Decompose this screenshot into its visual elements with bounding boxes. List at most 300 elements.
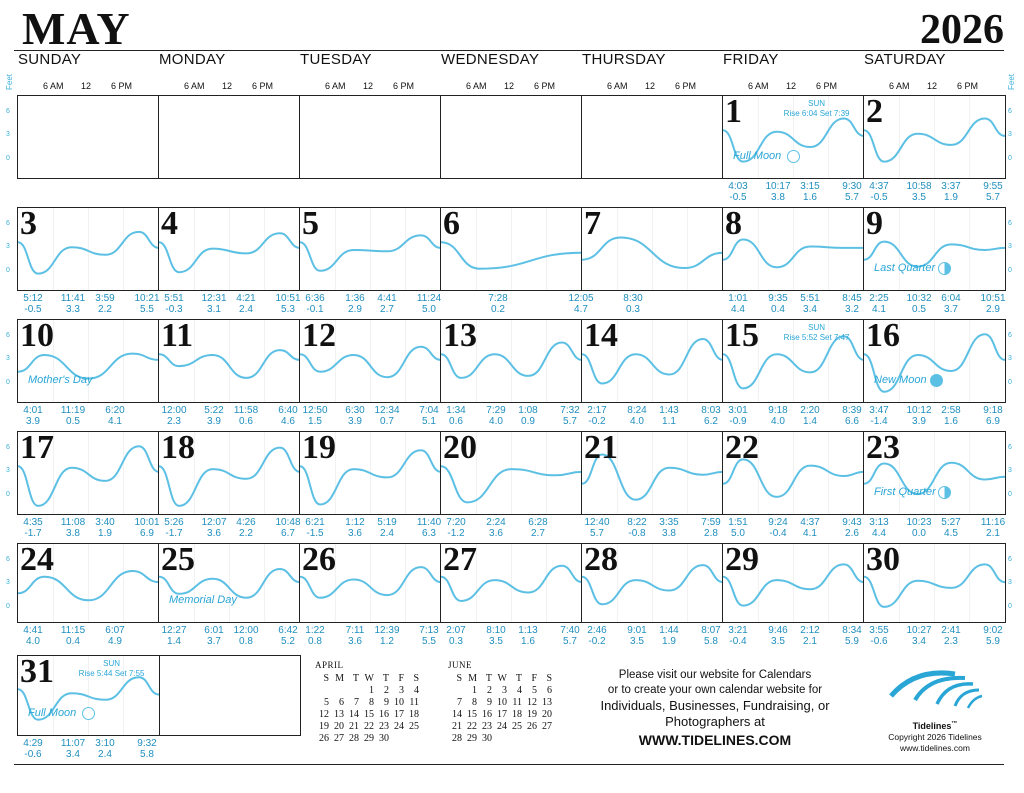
day-cell-30[interactable]	[863, 543, 1006, 623]
tide-time: 8:45	[842, 293, 862, 304]
day-cell-19[interactable]	[299, 431, 442, 515]
time-label: 6 PM	[534, 81, 556, 91]
tide-reading	[345, 293, 364, 315]
tide-time: 7:40	[560, 625, 580, 636]
tide-height: 5.5	[422, 636, 436, 647]
day-cell-9[interactable]	[863, 207, 1006, 291]
tide-reading	[906, 181, 931, 203]
tide-time: 3:55	[869, 625, 889, 636]
mini-calendar-date: 7	[354, 697, 359, 708]
mini-calendar-date: 21	[452, 721, 462, 732]
day-cell-1[interactable]	[722, 95, 865, 179]
event-label: Last Quarter	[874, 262, 936, 274]
mini-calendar-date: 6	[547, 685, 552, 696]
tide-height: 0.6	[239, 416, 253, 427]
mini-calendar-title: APRIL	[315, 660, 344, 670]
day-cell-3[interactable]	[17, 207, 160, 291]
tide-time: 4:26	[236, 517, 256, 528]
time-label: 12	[927, 81, 938, 91]
tide-reading	[869, 517, 888, 539]
day-cell-21[interactable]	[581, 431, 724, 515]
tide-height: 1.1	[662, 416, 676, 427]
tide-reading	[560, 405, 579, 427]
tide-height: 3.9	[26, 416, 40, 427]
weekday-tuesday: TUESDAY	[300, 51, 372, 68]
tide-time: 10:17	[765, 181, 791, 192]
promo-url-link[interactable]: WWW.TIDELINES.COM	[638, 732, 792, 748]
tide-height: -0.2	[588, 416, 606, 427]
tide-time: 9:35	[768, 293, 788, 304]
tide-reading	[728, 405, 747, 427]
mini-calendar-date: 23	[379, 721, 389, 732]
day-number: 27	[443, 543, 477, 578]
tide-height: 3.6	[207, 528, 221, 539]
mini-calendar-date: 13	[334, 709, 344, 720]
tide-time: 4:03	[728, 181, 748, 192]
tide-time: 4:01	[23, 405, 43, 416]
tide-reading	[587, 405, 606, 427]
feet-tick: 6	[6, 556, 10, 563]
tide-reading	[161, 625, 186, 647]
tide-time: 2:20	[800, 405, 820, 416]
tide-height: 1.9	[662, 636, 676, 647]
tide-height: 2.4	[239, 304, 253, 315]
tide-reading	[446, 405, 465, 427]
tide-time: 11:07	[60, 738, 86, 749]
tide-reading	[61, 405, 85, 427]
tide-time: 5:19	[377, 517, 397, 528]
tide-height: 3.8	[662, 528, 676, 539]
time-label: 6 AM	[466, 81, 487, 91]
tide-time: 4:41	[377, 293, 397, 304]
day-number: 21	[584, 431, 618, 466]
day-number: 28	[584, 543, 618, 578]
tide-height: 0.4	[771, 304, 785, 315]
tide-reading	[941, 405, 960, 427]
tide-reading	[768, 405, 787, 427]
empty-day-cell	[17, 95, 160, 179]
mini-calendar-date: 23	[482, 721, 492, 732]
mini-calendar-date: 17	[394, 709, 404, 720]
tide-height: 2.4	[98, 749, 112, 760]
tide-height: 1.6	[803, 192, 817, 203]
tide-time: 12:34	[374, 405, 400, 416]
mini-calendar-date: 11	[409, 697, 419, 708]
tide-height: 4.1	[872, 304, 886, 315]
tide-time: 4:37	[869, 181, 889, 192]
tide-time: 7:32	[560, 405, 580, 416]
day-cell-7[interactable]	[581, 207, 724, 291]
tide-height: 3.4	[803, 304, 817, 315]
tide-reading	[201, 517, 226, 539]
tide-height: 5.0	[731, 528, 745, 539]
tide-reading	[346, 625, 365, 647]
tide-reading	[419, 625, 438, 647]
feet-tick: 3	[6, 579, 10, 586]
tide-height: -0.1	[306, 304, 324, 315]
tide-time: 8:24	[627, 405, 647, 416]
day-cell-24[interactable]	[17, 543, 160, 623]
tide-height: 1.4	[803, 416, 817, 427]
tide-reading	[728, 517, 747, 539]
time-label: 12	[222, 81, 233, 91]
event-label: Full Moon	[733, 150, 782, 162]
tide-reading	[233, 625, 258, 647]
mini-calendar-date: 29	[467, 733, 477, 744]
feet-tick: 3	[1008, 467, 1012, 474]
tide-reading	[941, 517, 960, 539]
tide-height: -0.5	[24, 304, 42, 315]
tide-time: 5:22	[204, 405, 224, 416]
mini-calendar-weekday: S	[323, 673, 329, 684]
day-number: 7	[584, 207, 601, 242]
moon-phase-icon	[82, 707, 95, 720]
feet-tick: 6	[1008, 220, 1012, 227]
mini-calendar-date: 2	[487, 685, 492, 696]
mini-calendar-date: 4	[414, 685, 419, 696]
day-cell-8[interactable]	[722, 207, 865, 291]
tide-reading	[345, 405, 364, 427]
tide-time: 8:39	[842, 405, 862, 416]
tide-reading	[23, 293, 42, 315]
tide-reading	[204, 405, 223, 427]
tide-time: 11:58	[233, 405, 259, 416]
promo-line-2: or to create your own calendar website for	[607, 684, 823, 696]
feet-tick: 3	[6, 131, 10, 138]
tide-time: 1:44	[659, 625, 679, 636]
tide-reading	[134, 517, 159, 539]
tide-height: 3.7	[207, 636, 221, 647]
tide-height: 5.8	[140, 749, 154, 760]
tide-time: 3:10	[95, 738, 115, 749]
day-number: 8	[725, 207, 742, 242]
tide-time: 5:12	[23, 293, 43, 304]
tide-reading	[701, 517, 720, 539]
tide-height: 1.9	[98, 528, 112, 539]
mini-calendar-date	[448, 685, 463, 697]
feet-tick: 0	[6, 603, 10, 610]
day-cell-25[interactable]	[158, 543, 301, 623]
day-cell-6[interactable]	[440, 207, 583, 291]
tide-time: 10:32	[906, 293, 932, 304]
day-number: 24	[20, 543, 54, 578]
mini-calendar-date: 12	[319, 709, 329, 720]
tide-height: 6.2	[704, 416, 718, 427]
tide-time: 1:12	[345, 517, 365, 528]
mini-calendar-date: 2	[384, 685, 389, 696]
tidelines-logo	[870, 662, 1000, 754]
tide-time: 10:51	[980, 293, 1006, 304]
tide-height: 3.3	[66, 304, 80, 315]
tide-height: -0.6	[24, 749, 42, 760]
tide-time: 7:28	[488, 293, 508, 304]
tide-reading	[95, 738, 114, 760]
tide-reading	[161, 405, 186, 427]
tide-height: 1.2	[380, 636, 394, 647]
tide-height: -0.6	[870, 636, 888, 647]
tide-time: 4:37	[800, 517, 820, 528]
tide-height: 2.3	[167, 416, 181, 427]
empty-day-cell	[158, 655, 301, 736]
tide-reading	[906, 405, 931, 427]
day-cell-2[interactable]	[863, 95, 1006, 179]
day-cell-20[interactable]	[440, 431, 583, 515]
tide-reading	[278, 625, 297, 647]
tide-height: 6.3	[422, 528, 436, 539]
mini-calendar-date: 15	[364, 709, 374, 720]
tide-reading	[61, 625, 85, 647]
day-cell-18[interactable]	[158, 431, 301, 515]
mini-calendar-date	[330, 685, 345, 697]
time-label: 6 PM	[957, 81, 979, 91]
day-cell-11[interactable]	[158, 319, 301, 403]
tide-height: -1.4	[870, 416, 888, 427]
tide-curve-chart	[723, 208, 864, 291]
tide-time: 3:13	[869, 517, 889, 528]
sun-label: SUN	[808, 323, 826, 332]
tide-time: 1:51	[728, 517, 748, 528]
time-label: 6 AM	[889, 81, 910, 91]
tide-reading	[906, 625, 931, 647]
tide-time: 1:34	[446, 405, 466, 416]
tide-height: 4.9	[108, 636, 122, 647]
tide-reading	[134, 293, 159, 315]
tide-time: 1:43	[659, 405, 679, 416]
tide-time: 10:21	[134, 293, 160, 304]
time-label: 6 PM	[816, 81, 838, 91]
tide-height: 3.1	[207, 304, 221, 315]
tide-reading	[980, 293, 1005, 315]
tide-height: -1.7	[165, 528, 183, 539]
tide-reading	[869, 293, 888, 315]
tide-reading	[587, 625, 606, 647]
mini-calendar-date: 5	[324, 697, 329, 708]
mini-calendar-date: 5	[532, 685, 537, 696]
sun-times	[784, 99, 850, 119]
mini-calendar-date: 28	[349, 733, 359, 744]
mini-calendar-date: 27	[542, 721, 552, 732]
weekday-monday: MONDAY	[159, 51, 226, 68]
feet-tick: 6	[6, 108, 10, 115]
day-cell-5[interactable]	[299, 207, 442, 291]
tide-height: 3.6	[348, 636, 362, 647]
moon-phase-icon	[938, 486, 951, 499]
tide-reading	[374, 405, 399, 427]
tide-height: -0.2	[588, 636, 606, 647]
tide-height: 3.5	[489, 636, 503, 647]
day-cell-22[interactable]	[722, 431, 865, 515]
tide-height: -0.5	[870, 192, 888, 203]
tide-time: 7:11	[345, 625, 365, 636]
tide-reading	[701, 625, 720, 647]
tide-time: 10:23	[906, 517, 932, 528]
tide-reading	[528, 517, 547, 539]
mini-calendar-date: 30	[482, 733, 492, 744]
tide-time: 1:36	[345, 293, 365, 304]
time-label: 6 PM	[252, 81, 274, 91]
tide-time: 9:43	[842, 517, 862, 528]
day-cell-29[interactable]	[722, 543, 865, 623]
tide-reading	[275, 517, 300, 539]
tide-height: 5.2	[281, 636, 295, 647]
tide-reading	[164, 517, 183, 539]
tide-height: 2.9	[986, 304, 1000, 315]
tide-height: 6.9	[986, 416, 1000, 427]
tide-height: 5.9	[986, 636, 1000, 647]
tide-reading	[842, 293, 861, 315]
tide-time: 11:24	[416, 293, 442, 304]
tide-time: 3:59	[95, 293, 115, 304]
tide-height: 2.9	[348, 304, 362, 315]
day-cell-28[interactable]	[581, 543, 724, 623]
tide-time: 3:35	[659, 517, 679, 528]
mini-calendar-date	[538, 733, 553, 745]
day-number: 3	[20, 207, 37, 242]
mini-calendar-date: 13	[542, 697, 552, 708]
tide-time: 5:51	[164, 293, 184, 304]
day-cell-27[interactable]	[440, 543, 583, 623]
tide-time: 2:46	[587, 625, 607, 636]
tide-time: 8:03	[701, 405, 721, 416]
mini-calendar-date: 7	[457, 697, 462, 708]
day-cell-15[interactable]	[722, 319, 865, 403]
logo-site-link[interactable]: www.tidelines.com	[900, 743, 970, 753]
day-number: 26	[302, 543, 336, 578]
tide-reading	[627, 625, 646, 647]
day-cell-26[interactable]	[299, 543, 442, 623]
mini-calendar-date: 8	[369, 697, 374, 708]
tide-height: 3.9	[207, 416, 221, 427]
mini-calendar-weekday: M	[468, 673, 477, 684]
tide-height: -1.7	[24, 528, 42, 539]
mini-calendar-april	[315, 659, 420, 745]
tide-time: 12:05	[568, 293, 594, 304]
tide-reading	[374, 625, 399, 647]
tide-time: 1:01	[728, 293, 748, 304]
tide-reading	[419, 405, 438, 427]
tide-reading	[305, 293, 324, 315]
tide-reading	[302, 405, 327, 427]
mini-calendar-date: 10	[394, 697, 404, 708]
tide-reading	[61, 738, 85, 760]
tide-height: 5.5	[140, 304, 154, 315]
day-cell-31[interactable]	[17, 655, 160, 736]
mini-calendar-weekday: T	[485, 673, 492, 684]
tide-time: 10:58	[906, 181, 932, 192]
day-cell-12[interactable]	[299, 319, 442, 403]
day-number: 11	[161, 319, 194, 354]
tide-time: 9:55	[983, 181, 1003, 192]
tide-height: 3.5	[630, 636, 644, 647]
day-cell-13[interactable]	[440, 319, 583, 403]
tide-reading	[941, 293, 960, 315]
tide-time: 8:34	[842, 625, 862, 636]
day-cell-14[interactable]	[581, 319, 724, 403]
tide-reading	[236, 293, 255, 315]
tide-time: 7:20	[446, 517, 466, 528]
tide-reading	[659, 517, 678, 539]
tide-height: 4.0	[630, 416, 644, 427]
feet-tick: 0	[1008, 267, 1012, 274]
tide-height: 1.6	[521, 636, 535, 647]
moon-phase-icon	[930, 374, 943, 387]
tide-time: 1:22	[305, 625, 325, 636]
tide-reading	[728, 181, 747, 203]
tide-height: 2.7	[531, 528, 545, 539]
tide-time: 7:13	[419, 625, 439, 636]
feet-tick: 0	[1008, 603, 1012, 610]
mini-calendar-date: 18	[409, 709, 419, 720]
empty-day-cell	[581, 95, 724, 179]
tide-reading	[842, 181, 861, 203]
mini-calendar-date: 29	[364, 733, 374, 744]
tide-height: 5.7	[563, 636, 577, 647]
tide-time: 6:20	[105, 405, 125, 416]
tide-curve-chart	[864, 96, 1005, 179]
mini-calendar-date	[315, 685, 330, 697]
day-cell-16[interactable]	[863, 319, 1006, 403]
mini-calendar-date: 26	[319, 733, 329, 744]
tide-height: 2.7	[380, 304, 394, 315]
tide-height: 2.6	[845, 528, 859, 539]
mini-calendar-date: 18	[512, 709, 522, 720]
tide-reading	[23, 517, 42, 539]
feet-tick: 0	[6, 155, 10, 162]
tide-time: 9:30	[842, 181, 862, 192]
mini-calendar-date: 14	[452, 709, 462, 720]
mini-calendar-weekday: S	[456, 673, 462, 684]
mini-calendar-date: 25	[512, 721, 522, 732]
time-label: 6 AM	[607, 81, 628, 91]
sun-times	[784, 323, 850, 343]
mini-calendar-date: 10	[497, 697, 507, 708]
mini-calendar-date: 25	[409, 721, 419, 732]
tide-reading	[105, 405, 124, 427]
tide-height: -0.5	[729, 192, 747, 203]
mini-calendar-weekday: T	[382, 673, 389, 684]
tide-reading	[95, 293, 114, 315]
day-cell-23[interactable]	[863, 431, 1006, 515]
mini-calendar-weekday: S	[413, 673, 419, 684]
mini-calendar-weekday: T	[515, 673, 522, 684]
tide-time: 9:01	[627, 625, 647, 636]
tide-reading	[800, 625, 819, 647]
tide-time: 3:01	[728, 405, 748, 416]
feet-tick: 3	[1008, 579, 1012, 586]
tide-height: -0.4	[769, 528, 787, 539]
feet-tick: 3	[6, 355, 10, 362]
time-label: 12	[786, 81, 797, 91]
tide-height: 1.5	[308, 416, 322, 427]
tide-height: 5.3	[281, 304, 295, 315]
tide-reading	[906, 293, 931, 315]
tide-time: 8:30	[623, 293, 643, 304]
day-cell-17[interactable]	[17, 431, 160, 515]
tide-time: 4:35	[23, 517, 43, 528]
tide-time: 9:46	[768, 625, 788, 636]
day-cell-10[interactable]	[17, 319, 160, 403]
time-label: 12	[504, 81, 515, 91]
day-number: 23	[866, 431, 900, 466]
tide-height: 3.2	[845, 304, 859, 315]
tide-reading	[983, 181, 1002, 203]
tide-reading	[842, 517, 861, 539]
tide-reading	[800, 405, 819, 427]
tide-time: 4:21	[236, 293, 256, 304]
tide-reading	[278, 405, 297, 427]
tide-height: 3.8	[66, 528, 80, 539]
day-cell-4[interactable]	[158, 207, 301, 291]
